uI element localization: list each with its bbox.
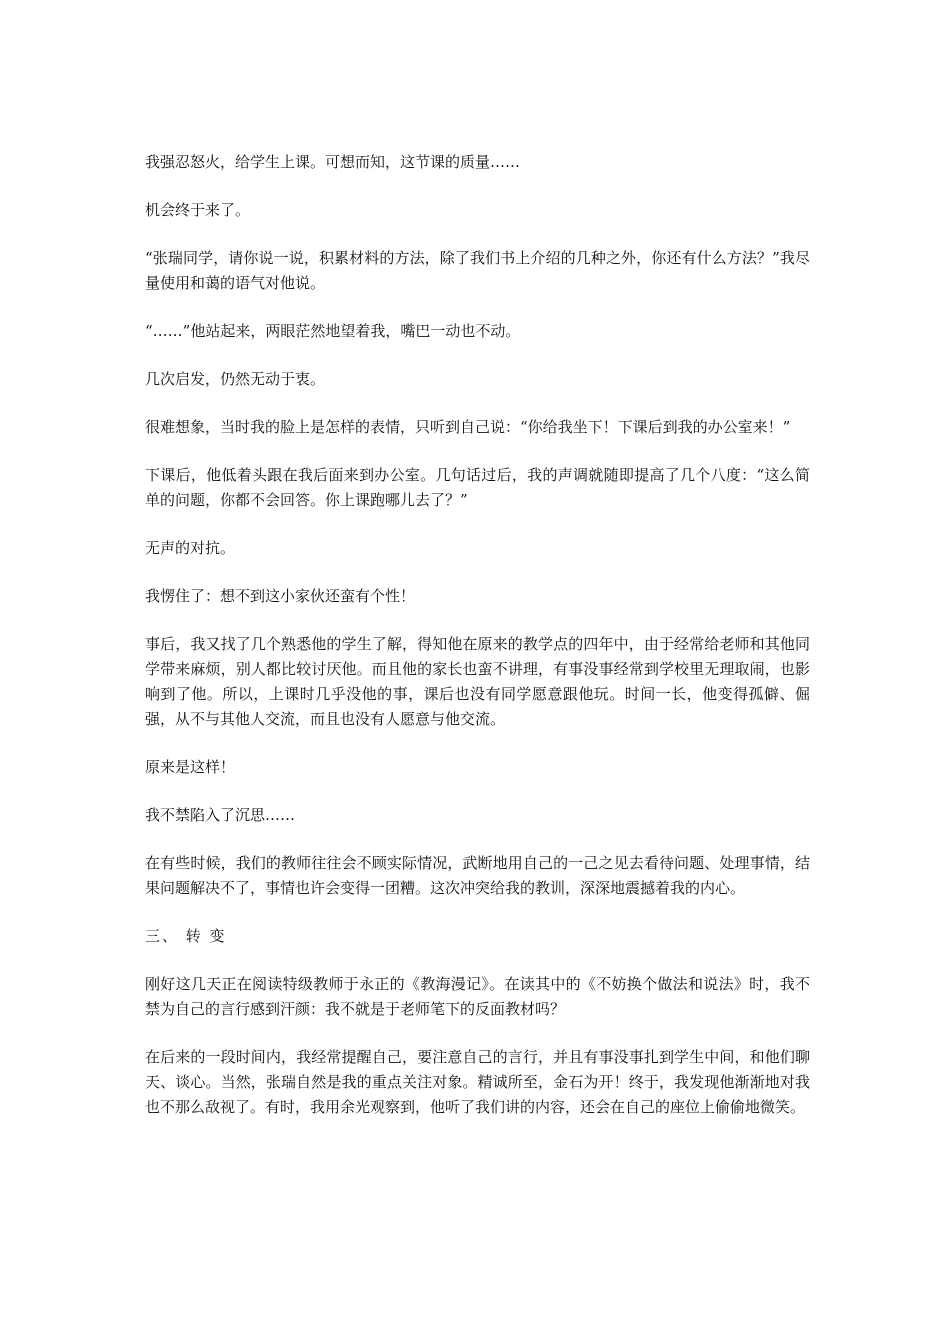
paragraph: 在后来的一段时间内，我经常提醒自己，要注意自己的言行，并且有事没事扎到学生中间，和他们聊天、谈心。当然，张瑞自然是我的重点关注对象。精诚所至，金石为开！终于，我发现他渐渐地对我也不那么敌视了。有时，我用余光观察到，他听了我们讲的内容，还会在自己的座位上偷偷地微笑。 [145,1048,810,1116]
paragraph: 在有些时候，我们的教师往往会不顾实际情况，武断地用自己的一己之见去看待问题、处理事情，结果问题解决不了，事情也许会变得一团糟。这次冲突给我的教训，深深地震撼着我的内心。 [145,854,810,897]
section-heading: 三、 转 变 [145,927,227,945]
paragraph: “张瑞同学，请你说一说，积累材料的方法，除了我们书上介绍的几种之外，你还有什么方法？”我尽量使用和蔼的语气对他说。 [145,249,810,292]
paragraph: 很难想象，当时我的脸上是怎样的表情，只听到自己说：“你给我坐下！下课后到我的办公室来！” [145,418,791,436]
paragraph: 我强忍怒火，给学生上课。可想而知，这节课的质量…… [145,153,521,171]
paragraph: 下课后，他低着头跟在我后面来到办公室。几句话过后，我的声调就随即提高了几个八度：“这么简单的问题，你都不会回答。你上课跑哪儿去了？” [145,466,810,509]
paragraph: 机会终于来了。 [145,201,251,219]
paragraph: 事后，我又找了几个熟悉他的学生了解，得知他在原来的教学点的四年中，由于经常给老师和其他同学带来麻烦，别人都比较讨厌他。而且他的家长也蛮不讲理，有事没事经常到学校里无理取闹，也影响到了他。所以，上课时几乎没他的事，课后也没有同学愿意跟他玩。时间一长，他变得孤僻、倔强，从不与其他人交流，而且也没有人愿意与他交流。 [145,635,810,728]
paragraph: 刚好这几天正在阅读特级教师于永正的《教海漫记》。在读其中的《不妨换个做法和说法》时，我不禁为自己的言行感到汗颜：我不就是于老师笔下的反面教材吗？ [145,975,810,1018]
paragraph: “……”他站起来，两眼茫然地望着我，嘴巴一动也不动。 [145,322,521,340]
paragraph: 几次启发，仍然无动于衷。 [145,370,326,388]
paragraph: 无声的对抗。 [145,539,236,557]
paragraph: 我愣住了：想不到这小家伙还蛮有个性！ [145,587,416,605]
paragraph: 我不禁陷入了沉思…… [145,806,296,824]
paragraph: 原来是这样！ [145,758,236,776]
document-body [145,150,810,1143]
